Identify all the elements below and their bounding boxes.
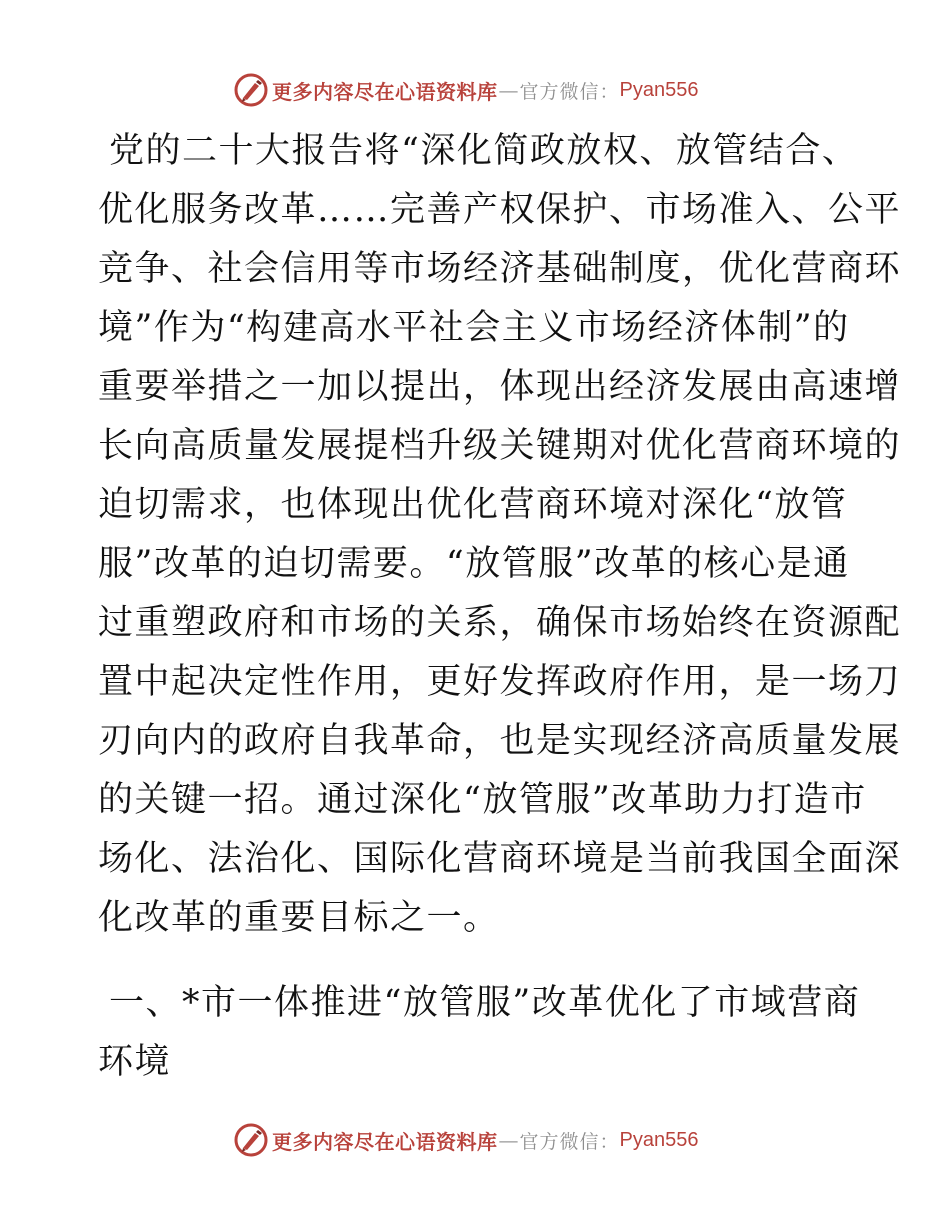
paragraph-line: 竞争、社会信用等市场经济基础制度，优化营商环 <box>98 249 902 289</box>
paragraph-line: 化改革的重要目标之一。 <box>98 898 500 938</box>
paragraph-line: 长向高质量发展提档升级关键期对优化营商环境的 <box>98 426 902 466</box>
paragraph-line: 优化服务改革……完善产权保护、市场准入、公平 <box>98 190 902 230</box>
watermark-footer <box>234 1120 754 1160</box>
paragraph-line: 刃向内的政府自我革命，也是实现经济高质量发展 <box>98 721 902 761</box>
watermark-contact-label: 官方微信： <box>519 1130 620 1153</box>
paragraph-line: 的关键一招。通过深化“放管服”改革助力打造市 <box>98 780 867 820</box>
section-heading <box>98 974 861 1092</box>
watermark-main-text: 更多内容尽在心语资料库 <box>272 79 498 104</box>
pen-logo-icon <box>234 73 268 107</box>
paragraph-line: 重要举措之一加以提出，体现出经济发展由高速增 <box>98 367 902 407</box>
paragraph-line: 境”作为“构建高水平社会主义市场经济体制”的 <box>98 308 850 348</box>
paragraph-line: 场化、法治化、国际化营商环境是当前我国全面深 <box>98 839 902 879</box>
section-spacer <box>98 948 852 974</box>
paragraph-line: 过重塑政府和市场的关系，确保市场始终在资源配 <box>98 603 902 643</box>
heading-line: 环境 <box>98 1042 172 1082</box>
heading-line: 一、*市一体推进“放管服”改革优化了市域营商 <box>109 983 861 1023</box>
paragraph-line: 迫切需求，也体现出优化营商环境对深化“放管 <box>98 485 848 525</box>
paragraph-line: 党的二十大报告将“深化简政放权、放管结合、 <box>109 131 859 171</box>
watermark-header <box>234 70 754 110</box>
document-body <box>98 122 902 1092</box>
paragraph-line: 置中起决定性作用，更好发挥政府作用，是一场刀 <box>98 662 902 702</box>
pen-logo-icon <box>234 1123 268 1157</box>
watermark-dash: — <box>498 78 519 102</box>
watermark-dash: — <box>498 1128 519 1152</box>
intro-paragraph <box>98 122 902 948</box>
paragraph-line: 服”改革的迫切需要。“放管服”改革的核心是通 <box>98 544 850 584</box>
watermark-main-text: 更多内容尽在心语资料库 <box>272 1129 498 1154</box>
watermark-contact-label: 官方微信： <box>519 80 620 103</box>
watermark-wechat-id: Pyan556 <box>619 78 699 101</box>
watermark-wechat-id: Pyan556 <box>619 1128 699 1151</box>
